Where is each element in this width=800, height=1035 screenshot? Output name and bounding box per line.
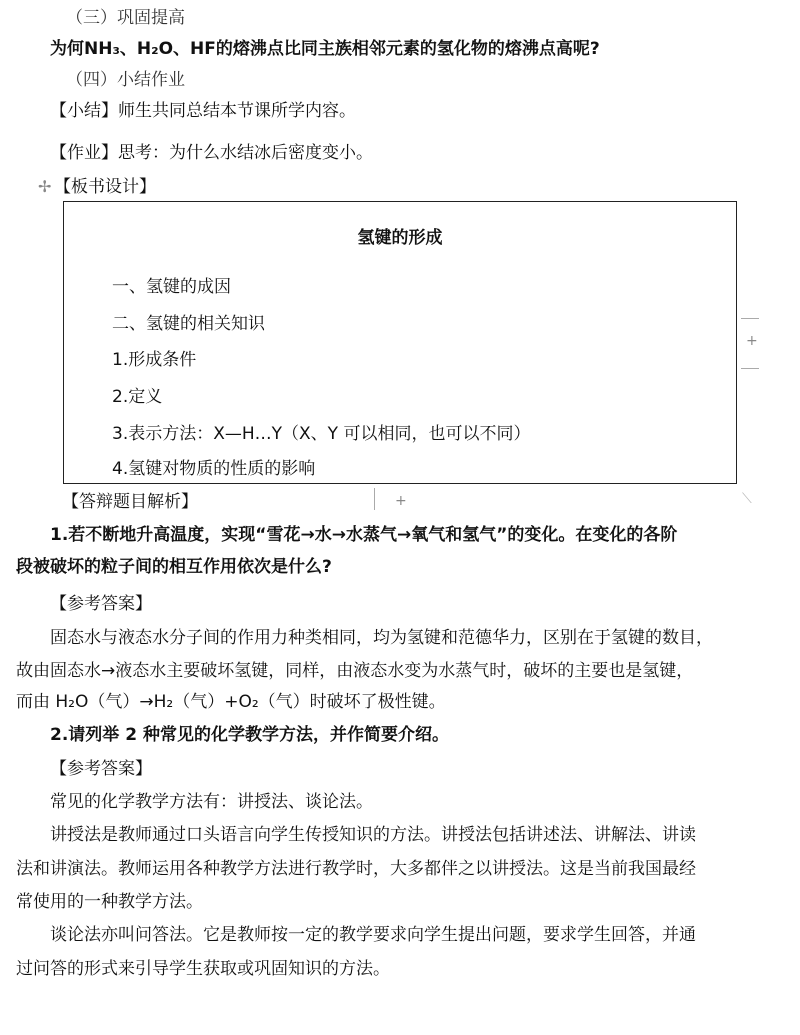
cursor-marker bbox=[374, 488, 375, 510]
board-line: 4.氢键对物质的性质的影响 bbox=[112, 459, 316, 479]
q2-answer-intro: 常见的化学教学方法有：讲授法、谈论法。 bbox=[50, 792, 373, 812]
q2-para1-line: 法和讲演法。教师运用各种教学方法进行教学时，大多都伴之以讲授法。这是当前我国最经 bbox=[16, 859, 696, 879]
q1-answer-label: 【参考答案】 bbox=[50, 594, 152, 614]
q2-para1-line: 讲授法是教师通过口头语言向学生传授知识的方法。讲授法包括讲述法、讲解法、讲读 bbox=[50, 825, 696, 845]
qa-heading: 【答辩题目解析】 bbox=[62, 492, 198, 512]
summary-line: 【小结】师生共同总结本节课所学内容。 bbox=[50, 101, 356, 121]
margin-marker bbox=[741, 368, 759, 369]
homework-line: 【作业】思考：为什么水结冰后密度变小。 bbox=[50, 143, 373, 163]
q1-answer-line: 而由 H₂O（气）→H₂（气）+O₂（气）时破坏了极性键。 bbox=[16, 692, 446, 712]
q1-answer-line: 故由固态水→液态水主要破坏氢键，同样，由液态水变为水蒸气时，破坏的主要也是氢键， bbox=[16, 661, 694, 681]
add-row-icon[interactable]: + bbox=[746, 333, 758, 349]
move-handle-icon[interactable]: ✢ bbox=[38, 177, 52, 196]
board-heading: 【板书设计】 bbox=[54, 177, 156, 197]
board-line: 1.形成条件 bbox=[112, 350, 197, 370]
board-title: 氢键的形成 bbox=[357, 228, 443, 248]
board-line: 二、氢键的相关知识 bbox=[112, 314, 265, 334]
q2-para1-line: 常使用的一种教学方法。 bbox=[16, 892, 203, 912]
board-line: 3.表示方法：X—H…Y（X、Y 可以相同，也可以不同） bbox=[112, 424, 531, 444]
section3-heading: （三）巩固提高 bbox=[66, 8, 185, 28]
resize-handle-icon[interactable]: ⟍ bbox=[742, 491, 752, 507]
q2-answer-label: 【参考答案】 bbox=[50, 759, 152, 779]
board-line: 一、氢键的成因 bbox=[112, 277, 231, 297]
q2-para2-line: 过问答的形式来引导学生获取或巩固知识的方法。 bbox=[16, 959, 390, 979]
section3-question: 为何NH₃、H₂O、HF的熔沸点比同主族相邻元素的氢化物的熔沸点高呢? bbox=[50, 39, 600, 59]
add-column-icon[interactable]: + bbox=[395, 493, 407, 509]
board-line: 2.定义 bbox=[112, 387, 163, 407]
q1-line2: 段被破坏的粒子间的相互作用依次是什么? bbox=[16, 557, 332, 577]
board-design-box bbox=[63, 201, 737, 484]
q2-para2-line: 谈论法亦叫问答法。它是教师按一定的教学要求向学生提出问题，要求学生回答，并通 bbox=[50, 925, 696, 945]
q1-answer-line: 固态水与液态水分子间的作用力种类相同，均为氢键和范德华力，区别在于氢键的数目， bbox=[50, 628, 713, 648]
margin-marker bbox=[741, 318, 759, 319]
q1-line1: 1.若不断地升高温度，实现“雪花→水→水蒸气→氧气和氢气”的变化。在变化的各阶 bbox=[50, 525, 678, 545]
section4-heading: （四）小结作业 bbox=[66, 70, 185, 90]
q2-line1: 2.请列举 2 种常见的化学教学方法，并作简要介绍。 bbox=[50, 725, 449, 745]
